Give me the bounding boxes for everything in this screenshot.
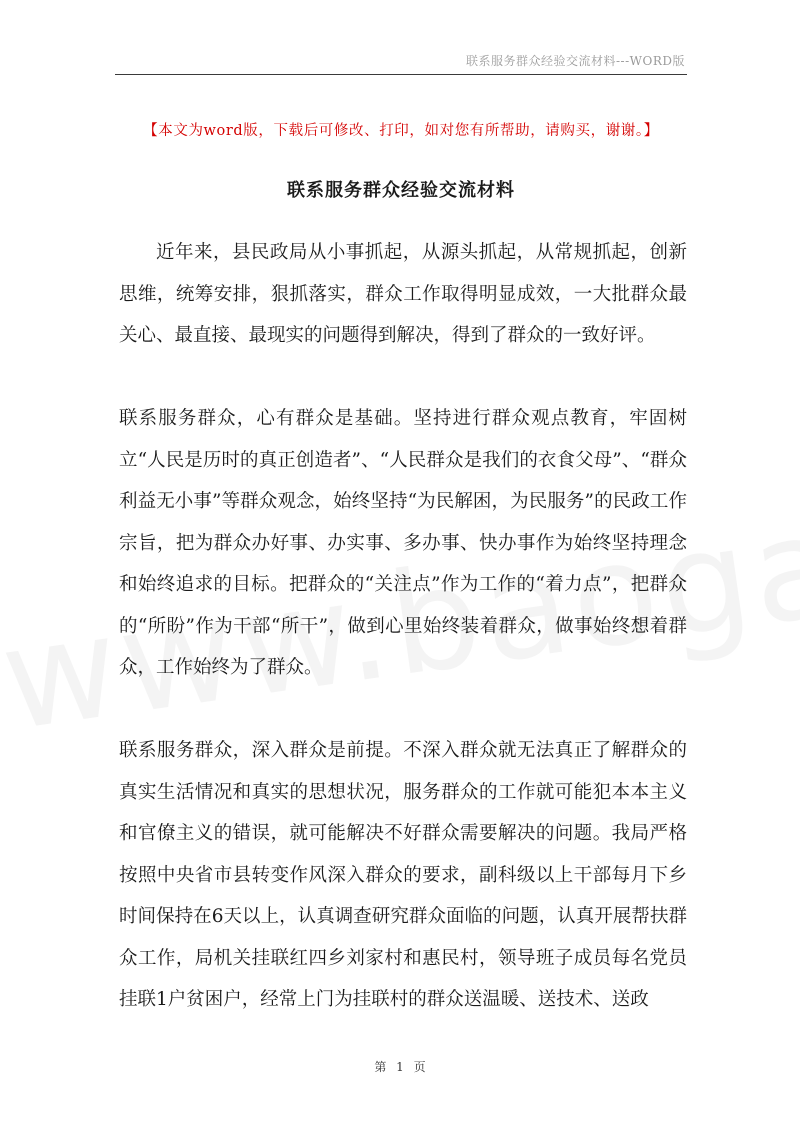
page-number: 1 xyxy=(396,1060,404,1074)
paragraph-basis: 联系服务群众，心有群众是基础。坚持进行群众观点教育，牢固树立“人民是历时的真正创造者”、“人民群众是我们的衣食父母”、“群众利益无小事”等群众观念，始终坚持“为民解困，为民服务”的民政工作宗旨，把为群众办好事、办实事、多办事、快办事作为始终坚持理念和始终追求的目标。把群众的“关注点”作为工作的“着力点”，把群众的“所盼”作为干部“所干”，做到心里始终装着群众，做事始终想着群众，工作始终为了群众。 xyxy=(119,408,687,678)
paragraph-intro: 近年来，县民政局从小事抓起，从源头抓起，从常规抓起，创新思维，统筹安排，狠抓落实，群众工作取得明显成效，一大批群众最关心、最直接、最现实的问题得到解决，得到了群众的一致好评。 xyxy=(119,242,687,346)
document-title: 联系服务群众经验交流材料 xyxy=(287,180,515,201)
page-number-prefix: 第 xyxy=(374,1060,387,1074)
page-footer xyxy=(0,1058,800,1075)
document-body xyxy=(119,232,687,1062)
document-header-label: 联系服务群众经验交流材料---WORD版 xyxy=(466,54,685,68)
paragraph-premise: 联系服务群众，深入群众是前提。不深入群众就无法真正了解群众的真实生活情况和真实的思想状况，服务群众的工作就可能犯本本主义和官僚主义的错误，就可能解决不好群众需要解决的问题。我局严格按照中央省市县转变作风深入群众的要求，副科级以上干部每月下乡时间保持在6天以上，认真调查研究群众面临的问题，认真开展帮扶群众工作，局机关挂联红四乡刘家村和惠民村，领导班子成员每名党员挂联1户贫困户，经常上门为挂联村的群众送温暖、送技术、送政 xyxy=(119,740,687,1010)
purchase-notice: 【本文为word版，下载后可修改、打印，如对您有所帮助，请购买，谢谢。】 xyxy=(143,123,659,139)
header-divider xyxy=(115,74,687,75)
page-number-suffix: 页 xyxy=(413,1060,426,1074)
